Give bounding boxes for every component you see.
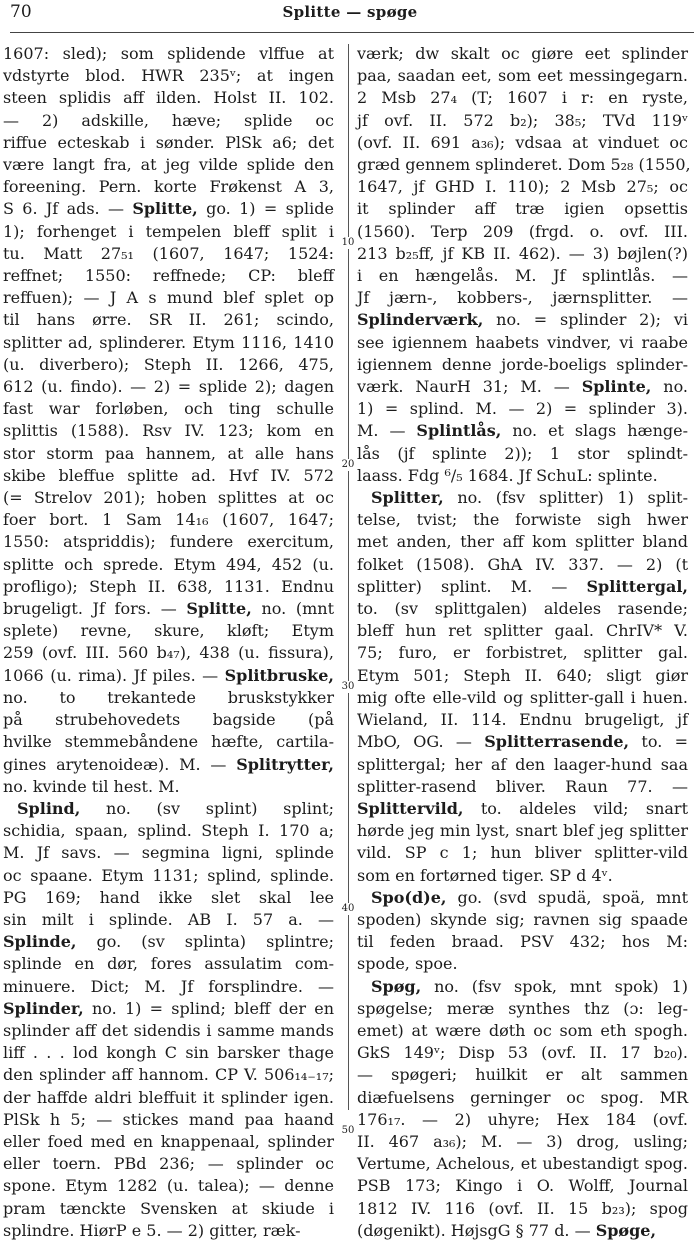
text-line: spode, spoe. xyxy=(357,954,458,974)
text-line: 1550: atspriddis); fundere exercitum, xyxy=(3,532,334,552)
headword: Spøge, xyxy=(595,1220,657,1240)
text-line: til feden braad. PSV 432; hos M: xyxy=(357,932,688,952)
text-line: jf ovf. II. 572 b₂); 38₅; TVd 119ᵛ xyxy=(357,110,688,130)
text-line: profligo); Steph II. 638, 1131. Endnu xyxy=(3,576,334,596)
headword: Splind, xyxy=(17,798,81,818)
text-line: vdstyrte blod. HWR 235ᵛ; at ingen xyxy=(3,66,334,86)
text-line: Spo(d)e, go. (svd spudä, spoä, mnt xyxy=(371,887,688,907)
text-line: it splinder aff træ igien opsettis xyxy=(357,199,688,219)
text-line: Splinder, no. 1) = splind; bleff der en xyxy=(3,998,334,1018)
text-line: minuere. Dict; M. Jf forsplindre. — xyxy=(3,976,334,996)
text-line: 1066 (u. rima). Jf piles. — Splitbruske, xyxy=(3,665,334,685)
text-line: splinder aff det sidendis i samme mands xyxy=(3,1020,334,1040)
left-column xyxy=(3,43,334,1240)
text-line: to. (sv splittgalen) aldeles rasende; xyxy=(357,599,688,619)
text-line: mig ofte elle-vild og splitter-gall i huen. xyxy=(357,687,688,707)
text-line: laass. Fdg ⁶/₅ 1684. Jf SchuL: splinte. xyxy=(357,465,658,485)
text-line: MbO, OG. — Splitterrasende, to. = xyxy=(357,732,688,752)
text-line: paa, saadan eet, som eet messingegarn. xyxy=(357,66,688,86)
text-line: 176₁₇. — 2) uhyre; Hex 184 (ovf. xyxy=(357,1109,688,1129)
text-line: splittergal; her af den laager-hund saa xyxy=(357,754,688,774)
text-line: foer bort. 1 Sam 14₁₆ (1607, 1647; xyxy=(3,510,334,530)
text-line: diæfuelsens gerninger oc spog. MR xyxy=(357,1087,688,1107)
headword: Splitte, xyxy=(186,599,252,619)
text-line: stor storm paa hannem, at alle hans xyxy=(3,443,334,463)
text-line: Splitter, no. (fsv splitter) 1) split- xyxy=(371,488,688,508)
column-divider xyxy=(348,44,349,1110)
text-line: til hans ørre. SR II. 261; scindo, xyxy=(3,310,334,330)
text-line: spøgelse; meræ synthes thz (ɔ: leg- xyxy=(357,998,688,1018)
text-line: bleff hun ret splitter gaal. ChrIV* V. xyxy=(357,621,688,641)
text-line: S 6. Jf ads. — Splitte, go. 1) = splide xyxy=(3,199,334,219)
text-line: 1607: sled); som splidende vlffue at xyxy=(3,44,334,63)
running-head: Splitte — spøge xyxy=(282,3,418,21)
line-number-20: 20 xyxy=(341,459,355,470)
text-line: see igiennem haabets vindver, vi raabe xyxy=(357,332,688,352)
headword: Splitterrasende, xyxy=(484,732,630,752)
text-line: eller toern. PBd 236; — splinder oc xyxy=(3,1154,334,1174)
text-line: 612 (u. findo). — 2) = splide 2); dagen xyxy=(3,377,334,397)
text-line: foreening. Pern. korte Frøkenst A 3, xyxy=(3,177,334,197)
text-line: spone. Etym 1282 (u. talea); — denne xyxy=(3,1176,334,1196)
text-line: hvilke stemmebåndene hæfte, cartila- xyxy=(3,732,334,752)
text-line: (døgenikt). HøjsgG § 77 d. — Spøge, xyxy=(357,1220,657,1240)
text-line: steen splidis aff ilden. Holst II. 102. xyxy=(3,88,334,108)
text-line: splitte och sprede. Etym 494, 452 (u. xyxy=(3,554,334,574)
headword: Spøg, xyxy=(371,976,422,996)
text-line: — spøgeri; huilkit er alt sammen xyxy=(357,1065,688,1085)
text-line: splitter ad, splinderer. Etym 1116, 1410 xyxy=(3,332,334,352)
text-line: — 2) adskille, hæve; splide oc xyxy=(3,110,334,130)
text-line: Splind, no. (sv splint) splint; xyxy=(17,798,334,818)
text-line: splitter) splint. M. — Splittergal, xyxy=(357,576,688,596)
text-line: sin milt i splinde. AB I. 57 a. — xyxy=(3,909,334,929)
text-line: telse, tvist; the forwiste sigh hwer xyxy=(357,510,688,530)
page-number: 70 xyxy=(10,2,32,22)
text-line: M. Jf savs. — segmina ligni, splinde xyxy=(3,843,334,863)
headword: Splinte, xyxy=(581,377,652,397)
text-line: 259 (ovf. III. 560 b₄₇), 438 (u. fissura), xyxy=(3,643,334,663)
text-line: Spøg, no. (fsv spok, mnt spok) 1) xyxy=(371,976,688,996)
text-line: riffue ecteskab i sønder. PlSk a6; det xyxy=(3,132,334,152)
text-line: som en fortørned tiger. SP d 4ᵛ. xyxy=(357,865,613,885)
page-header xyxy=(0,0,700,34)
text-line: Etym 501; Steph II. 640; sligt giør xyxy=(357,665,688,685)
text-line: på strubehovedets bagside (på xyxy=(3,710,334,730)
text-line: 213 b₂₅ff, jf KB II. 462). — 3) bøjlen(?) xyxy=(357,243,688,263)
text-line: (= Strelov 201); hoben splittes at oc xyxy=(3,488,334,508)
text-line: Splinde, go. (sv splinta) splintre; xyxy=(3,932,334,952)
text-line: værk. NaurH 31; M. — Splinte, no. xyxy=(357,377,689,397)
line-number-30: 30 xyxy=(341,681,355,692)
text-line: (ovf. II. 691 a₃₆); vdsaa at vinduet oc xyxy=(357,132,688,152)
text-line: Wieland, II. 114. Endnu brugeligt, jf xyxy=(357,710,688,730)
text-line: II. 467 a₃₆); M. — 3) drog, usling; xyxy=(357,1131,688,1151)
text-line: Jf jærn-, kobbers-, jærnsplitter. — xyxy=(357,288,688,308)
text-line: met anden, ther aff kom splitter bland xyxy=(357,532,688,552)
text-line: PG 169; hand ikke slet skal lee xyxy=(3,887,334,907)
text-line: reffuen); — J A s mund blef splet op xyxy=(3,288,334,308)
headword: Splittervild, xyxy=(357,798,464,818)
text-line: folket (1508). GhA IV. 337. — 2) (t xyxy=(357,554,688,574)
text-line: splittis (1588). Rsv IV. 123; kom en xyxy=(3,421,334,441)
text-line: schidia, spaan, splind. Steph I. 170 a; xyxy=(3,821,334,841)
text-line: reffnet; 1550: reffnede; CP: bleff xyxy=(3,266,334,286)
text-line: der haffde aldri bleffuit it splinder igen. xyxy=(3,1087,334,1107)
text-line: no. kvinde til hest. M. xyxy=(3,776,180,796)
text-line: splindre. HiørP e 5. — 2) gitter, ræk- xyxy=(3,1220,301,1240)
line-number-40: 40 xyxy=(341,903,355,914)
text-line: liff . . . lod kongh C sin barsker thage xyxy=(3,1043,334,1063)
text-line: M. — Splintlås, no. et slags hænge- xyxy=(357,421,688,441)
text-line: splinde en dør, fores assulatim com- xyxy=(3,954,334,974)
text-line: lås (jf splinte 2)); 1 stor splindt- xyxy=(357,443,688,463)
text-line: vild. SP c 1; hun bliver splitter-vild xyxy=(357,843,688,863)
text-line: oc spaane. Etym 1131; splind, splinde. xyxy=(3,865,334,885)
text-line: (1560). Terp 209 (frgd. o. ovf. III. xyxy=(357,221,688,241)
headword: Spo(d)e, xyxy=(371,887,447,907)
text-line: igiennem denne jorde-boeligs splinder- xyxy=(357,354,688,374)
headword: Splinderværk, xyxy=(357,310,484,330)
text-line: Vertume, Achelous, et ubestandigt spog. xyxy=(357,1154,688,1174)
text-line: 2 Msb 27₄ (T; 1607 i r: en ryste, xyxy=(357,88,688,108)
text-line: græd gennem splinderet. Dom 5₂₈ (1550, xyxy=(357,155,691,175)
text-line: splete) revne, skure, kløft; Etym xyxy=(3,621,334,641)
text-line: PlSk h 5; — stickes mand paa haand xyxy=(3,1109,334,1129)
headword: Splitbruske, xyxy=(224,665,334,685)
text-line: 1812 IV. 116 (ovf. II. 15 b₂₃); spog xyxy=(357,1198,688,1218)
text-line: 1); forhenget i tempelen bleff split i xyxy=(3,221,334,241)
text-line: den splinder aff hannom. CP V. 506₁₄₋₁₇; xyxy=(3,1065,334,1085)
text-line: være langt fra, at jeg vilde splide den xyxy=(3,155,334,175)
text-line: værk; dw skalt oc giøre eet splinder xyxy=(357,44,688,63)
text-line: fast war forløben, och ting schulle xyxy=(3,399,334,419)
right-column xyxy=(357,43,691,1240)
header-rule xyxy=(10,32,694,33)
text-line: eller foed med en knappenaal, splinder xyxy=(3,1131,334,1151)
line-number-10: 10 xyxy=(341,237,355,248)
text-line: brugeligt. Jf fors. — Splitte, no. (mnt xyxy=(3,599,334,619)
text-line: GkS 149ᵛ; Disp 53 (ovf. II. 17 b₂₀). xyxy=(357,1043,688,1063)
text-line: hørde jeg min lyst, snart blef jeg splitter xyxy=(357,821,688,841)
text-line: no. to trekantede bruskstykker xyxy=(3,687,334,707)
text-line: 75; furo, er forbistret, splitter gal. xyxy=(357,643,688,663)
headword: Splitter, xyxy=(371,488,444,508)
text-line: i en hængelås. M. Jf splintlås. — xyxy=(357,266,688,286)
text-line: tu. Matt 27₅₁ (1607, 1647; 1524: xyxy=(3,243,334,263)
headword: Splittergal, xyxy=(586,576,688,596)
text-line: PSB 173; Kingo i O. Wolff, Journal xyxy=(357,1176,688,1196)
headword: Splitte, xyxy=(132,199,198,219)
text-line: emet) at wære døth oc som eth spogh. xyxy=(357,1020,688,1040)
headword: Splinde, xyxy=(3,932,77,952)
text-line: (u. diverbero); Steph II. 1266, 475, xyxy=(3,354,334,374)
line-number-50: 50 xyxy=(341,1125,355,1136)
text-line: spoden) skynde sig; ravnen sig spaade xyxy=(357,909,688,929)
text-line: 1) = splind. M. — 2) = splinder 3). xyxy=(357,399,688,419)
text-line: splitter-rasend bliver. Raun 77. — xyxy=(357,776,688,796)
text-line: 1647, jf GHD I. 110); 2 Msb 27₅; oc xyxy=(357,177,688,197)
text-line: Splinderværk, no. = splinder 2); vi xyxy=(357,310,688,330)
headword: Splintlås, xyxy=(416,421,502,441)
text-line: gines arytenoideæ). M. — Splitrytter, xyxy=(3,754,334,774)
text-line: Splittervild, to. aldeles vild; snart xyxy=(357,798,688,818)
headword: Splinder, xyxy=(3,998,84,1018)
text-line: pram tænckte Svensken at skiude i xyxy=(3,1198,334,1218)
headword: Splitrytter, xyxy=(236,754,334,774)
text-line: skibe bleffue splitte ad. Hvf IV. 572 xyxy=(3,465,334,485)
